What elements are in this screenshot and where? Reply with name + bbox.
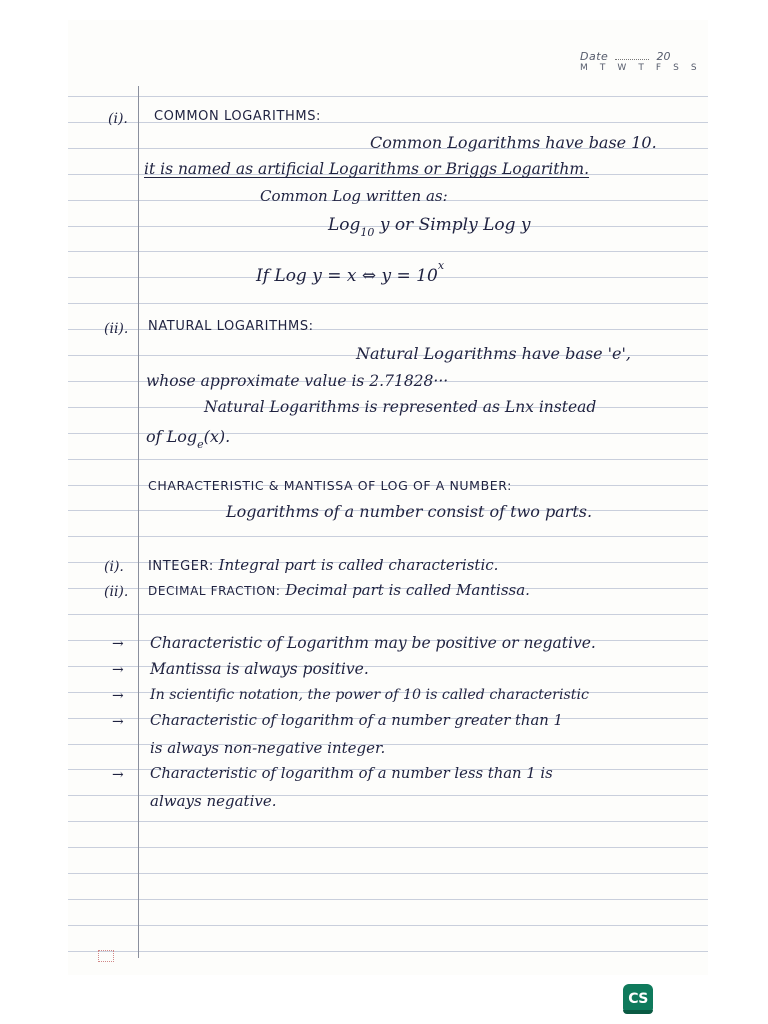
section2-heading: NATURAL LOGARITHMS: [148, 319, 314, 334]
ruled-line [68, 96, 708, 97]
date-label: Date [580, 50, 609, 63]
item2-marker: (ii). [104, 584, 129, 600]
arrow-icon: → [112, 714, 124, 730]
arrow-icon: → [112, 662, 124, 678]
ruled-line [68, 899, 708, 900]
item1-line [148, 558, 498, 573]
section1-line3: Common Log written as: [260, 187, 448, 205]
line4-post: (x). [203, 427, 231, 446]
section1-marker: (i). [108, 111, 128, 127]
section3-line1: Logarithms of a number consist of two parts. [226, 502, 593, 521]
section2-line2: whose approximate value is 2.71828··· [146, 372, 449, 390]
date-fill-line [615, 59, 649, 60]
item1-label: INTEGER: [148, 559, 214, 574]
ruled-line [68, 925, 708, 926]
bullet-4-line1: Characteristic of logarithm of a number greater than 1 [150, 712, 563, 729]
section1-formula [328, 215, 531, 239]
bullet-3: In scientific notation, the power of 10 is called characteristic [150, 687, 589, 703]
section2-marker: (ii). [104, 321, 129, 337]
logo-text: CS [628, 991, 648, 1007]
formula-log: Log [328, 215, 361, 235]
ruled-line [68, 459, 708, 460]
logo-bar [623, 1010, 653, 1014]
item2-text: Decimal part is called Mantissa. [285, 581, 530, 599]
item2-label: DECIMAL FRACTION: [148, 584, 281, 598]
bullet-5-line1: Characteristic of logarithm of a number less than 1 is [150, 765, 553, 782]
item2-line [148, 583, 530, 598]
weekday-row: M T W T F S S [580, 63, 702, 73]
ruled-line [68, 873, 708, 874]
section2-line3: Natural Logarithms is represented as Lnx instead [204, 398, 597, 416]
arrow-icon: → [112, 636, 124, 652]
item1-marker: (i). [104, 559, 124, 575]
arrow-icon: → [112, 767, 124, 783]
date-year: 20 [656, 50, 671, 63]
line4-base: e [197, 438, 204, 451]
notebook-page [68, 20, 708, 975]
ruled-line [68, 847, 708, 848]
if-lhs: If Log y = x ⇔ y = 10 [256, 266, 438, 286]
section1-line2: it is named as artificial Logarithms or Briggs Logarithm. [144, 160, 590, 178]
camscanner-logo [623, 984, 653, 1014]
if-exponent: x [437, 259, 445, 272]
date-header [580, 45, 701, 73]
ruled-line [68, 951, 708, 952]
section2-line4 [146, 427, 231, 451]
section3-heading: CHARACTERISTIC & MANTISSA OF LOG OF A NUMBER: [148, 478, 512, 493]
formula-base: 10 [360, 226, 375, 239]
line4-pre: of Log [146, 427, 198, 446]
bullet-1: Characteristic of Logarithm may be positive or negative. [150, 634, 596, 652]
margin-line [138, 86, 139, 958]
section1-heading: COMMON LOGARITHMS: [154, 109, 322, 124]
formula-rest: y or Simply Log y [379, 215, 531, 235]
ruled-line [68, 251, 708, 252]
bullet-5-line2: always negative. [150, 792, 277, 810]
arrow-icon: → [112, 688, 124, 704]
ruled-line [68, 821, 708, 822]
bullet-2: Mantissa is always positive. [150, 660, 369, 678]
ruled-line [68, 303, 708, 304]
ruled-line [68, 614, 708, 615]
item1-text: Integral part is called characteristic. [218, 556, 499, 574]
section2-line1: Natural Logarithms have base 'e', [356, 344, 632, 363]
section1-line1: Common Logarithms have base 10. [370, 133, 657, 152]
bullet-4-line2: is always non-negative integer. [150, 739, 386, 757]
ruled-line [68, 536, 708, 537]
section1-if-relation [256, 259, 445, 286]
page-stamp [98, 950, 114, 962]
